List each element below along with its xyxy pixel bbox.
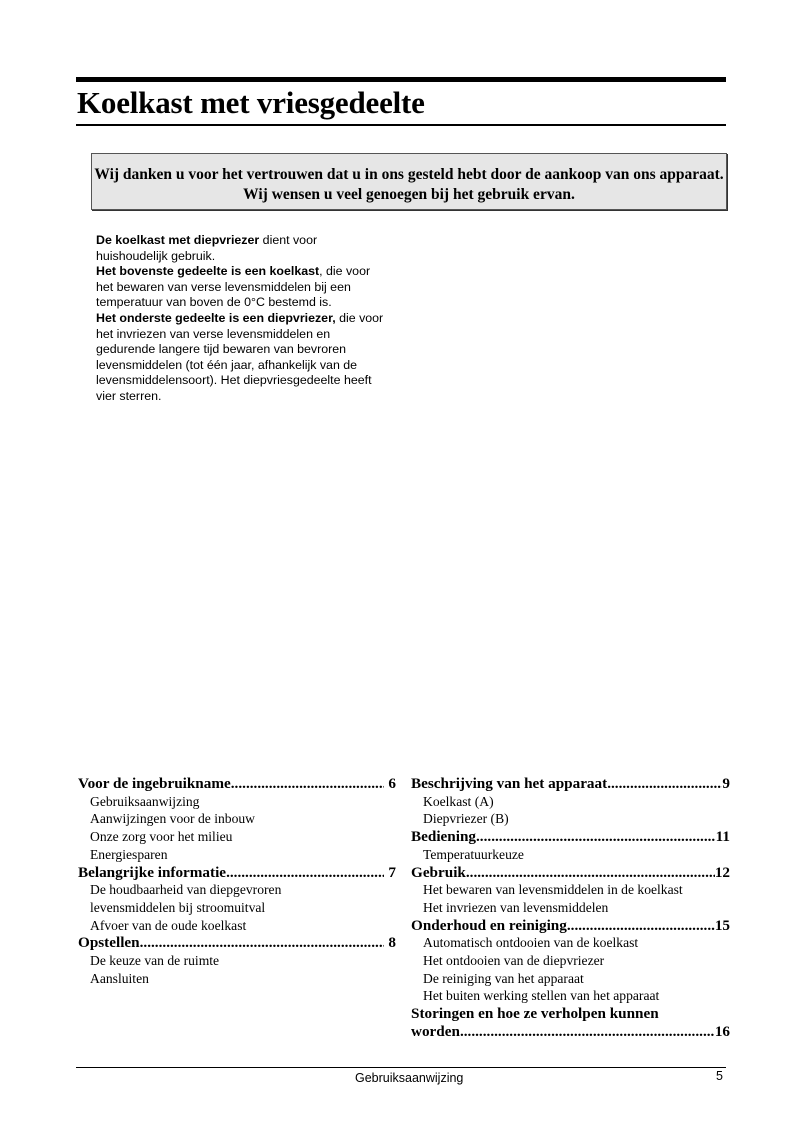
toc-heading: Belangrijke informatie <box>78 863 227 881</box>
toc-page: 6 <box>388 775 396 792</box>
intro-paragraph <box>96 233 388 264</box>
toc-heading: Opstellen <box>78 934 140 952</box>
intro-bold: Het bovenste gedeelte is een koelkast <box>96 264 320 279</box>
toc-subitem[interactable]: De houdbaarheid van diepgevroren <box>90 882 282 898</box>
toc-left-column <box>78 775 396 987</box>
toc-subitem[interactable]: Onze zorg voor het milieu <box>90 829 233 845</box>
intro-text-run: die voor het invriezen van verse levensmiddelen en gedurende langere tijd bewaren van bevroren levensmiddelen (tot één jaar, afhankelijk van de levensmiddelensoort). Het diepvriesgedeelte heeft vier sterren. <box>96 310 384 403</box>
toc-heading: Gebruik <box>411 863 466 881</box>
toc-entry[interactable] <box>411 775 730 793</box>
toc-entry[interactable] <box>78 864 396 882</box>
toc-subitem[interactable]: De reiniging van het apparaat <box>423 970 584 986</box>
toc-page: 12 <box>714 863 730 881</box>
footer-label: Gebruiksaanwijzing <box>355 1071 464 1085</box>
toc-subitem[interactable]: Afvoer van de oude koelkast <box>90 917 247 933</box>
toc-entry[interactable] <box>411 864 730 882</box>
toc-page: 15 <box>714 916 730 934</box>
toc-entry[interactable] <box>78 775 396 793</box>
toc-subitem[interactable]: Energiesparen <box>90 846 168 862</box>
intro-text <box>96 233 388 405</box>
toc-heading: Storingen en hoe ze verholpen kunnen <box>411 1005 659 1023</box>
header-rule <box>76 77 726 82</box>
intro-text-run: dient voor huishoudelijk gebruik. <box>96 233 318 263</box>
toc-section <box>411 828 730 863</box>
toc-subitem[interactable]: Het ontdooien van de diepvriezer <box>423 953 605 969</box>
toc-page: 8 <box>388 934 396 952</box>
toc-section <box>411 864 730 917</box>
dot-leader <box>231 775 385 793</box>
dot-leader <box>567 917 715 935</box>
title-underline <box>76 124 726 126</box>
toc-entry[interactable] <box>411 917 730 935</box>
intro-bold: Het onderste gedeelte is een diepvriezer, <box>96 310 336 325</box>
toc-subitem[interactable]: Diepvriezer (B) <box>423 811 509 827</box>
toc-page: 7 <box>388 863 396 881</box>
dot-leader <box>607 775 722 793</box>
toc-subitem[interactable]: Gebruiksaanwijzing <box>90 793 200 809</box>
toc-subitem[interactable]: Het buiten werking stellen van het apparaat <box>423 988 660 1004</box>
toc-right-column <box>411 775 730 1041</box>
dot-leader <box>226 864 384 882</box>
intro-text-run: , die voor het bewaren van verse levensmiddelen bij een temperatuur van boven de 0°C bestemd is. <box>96 264 371 310</box>
toc-subitem[interactable]: Automatisch ontdooien van de koelkast <box>423 935 639 951</box>
footer-rule <box>76 1067 726 1068</box>
toc-section <box>411 917 730 1006</box>
dot-leader <box>460 1023 715 1041</box>
toc-subitem[interactable]: Aansluiten <box>90 970 149 986</box>
toc-page: 11 <box>715 828 730 846</box>
toc-entry[interactable] <box>411 828 730 846</box>
toc-subitem[interactable]: Aanwijzingen voor de inbouw <box>90 811 255 827</box>
dot-leader <box>466 864 715 882</box>
toc-page: 9 <box>722 775 730 792</box>
toc-subitem[interactable]: Het bewaren van levensmiddelen in de koelkast <box>423 882 683 898</box>
toc-subitem[interactable]: Koelkast (A) <box>423 793 494 809</box>
toc-subitem[interactable]: levensmiddelen bij stroomuitval <box>90 899 266 915</box>
toc-heading: Beschrijving van het apparaat <box>411 775 608 792</box>
toc-section <box>411 775 730 828</box>
page-number: 5 <box>716 1069 723 1083</box>
toc-section <box>78 864 396 935</box>
toc-section <box>78 775 396 864</box>
toc-entry-storingen[interactable] <box>411 1005 730 1040</box>
intro-paragraph <box>96 311 388 405</box>
intro-paragraph <box>96 264 388 311</box>
toc-subitem[interactable]: De keuze van de ruimte <box>90 953 220 969</box>
toc-heading: Voor de ingebruikname <box>78 775 231 792</box>
toc-heading: Onderhoud en reiniging <box>411 916 567 934</box>
toc-heading: worden <box>411 1022 460 1040</box>
toc-subitem[interactable]: Het invriezen van levensmiddelen <box>423 899 609 915</box>
toc-page: 16 <box>714 1022 730 1040</box>
page-title: Koelkast met vriesgedeelte <box>77 85 425 120</box>
toc-heading: Bediening <box>411 828 476 846</box>
intro-bold: De koelkast met diepvriezer <box>96 233 260 247</box>
toc-subitem[interactable]: Temperatuurkeuze <box>423 846 524 862</box>
dot-leader <box>140 934 385 952</box>
thanks-box: Wij danken u voor het vertrouwen dat u in ons gesteld hebt door de aankoop van ons apparaat. Wij wensen u veel genoegen bij het gebruik ervan. <box>91 153 727 210</box>
toc-section <box>78 934 396 987</box>
toc-entry[interactable] <box>78 934 396 952</box>
dot-leader <box>476 828 716 846</box>
